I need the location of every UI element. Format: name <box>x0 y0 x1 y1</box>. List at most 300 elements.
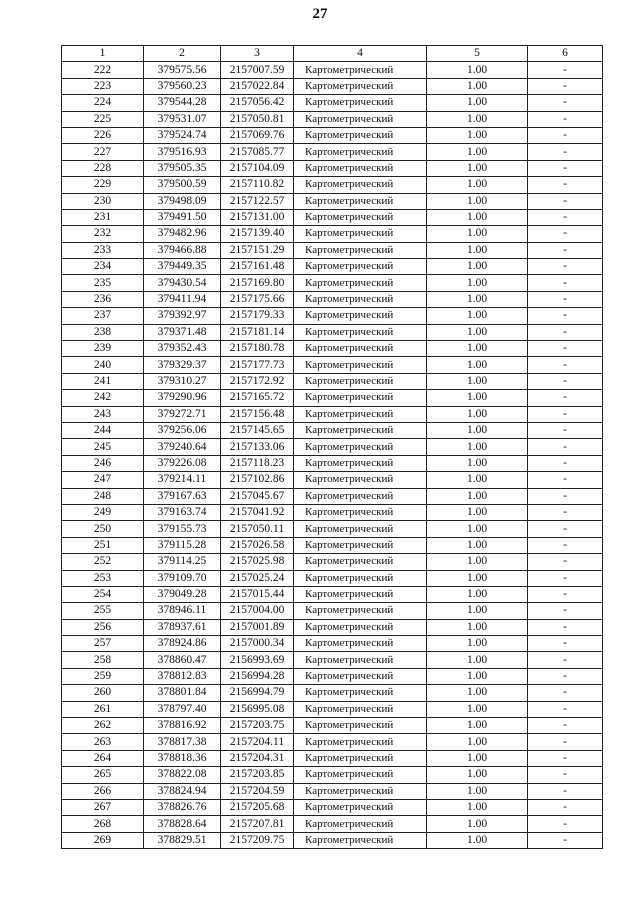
cell-note: - <box>528 62 603 78</box>
cell-point-number: 243 <box>62 406 144 422</box>
cell-method: Картометрический <box>294 308 427 324</box>
cell-coordinate-y: 2156995.08 <box>221 701 294 717</box>
cell-note: - <box>528 242 603 258</box>
cell-coordinate-y: 2156994.79 <box>221 685 294 701</box>
table-row <box>62 144 603 160</box>
cell-accuracy: 1.00 <box>427 78 528 94</box>
cell-accuracy: 1.00 <box>427 422 528 438</box>
cell-note: - <box>528 652 603 668</box>
cell-coordinate-y: 2157203.85 <box>221 767 294 783</box>
cell-method: Картометрический <box>294 586 427 602</box>
cell-accuracy: 1.00 <box>427 291 528 307</box>
cell-accuracy: 1.00 <box>427 586 528 602</box>
cell-accuracy: 1.00 <box>427 127 528 143</box>
cell-point-number: 262 <box>62 718 144 734</box>
cell-coordinate-y: 2157179.33 <box>221 308 294 324</box>
column-header-5: 5 <box>427 46 528 62</box>
cell-note: - <box>528 357 603 373</box>
cell-method: Картометрический <box>294 767 427 783</box>
cell-accuracy: 1.00 <box>427 472 528 488</box>
table-row <box>62 160 603 176</box>
cell-note: - <box>528 619 603 635</box>
cell-coordinate-y: 2157205.68 <box>221 799 294 815</box>
cell-coordinate-y: 2157025.98 <box>221 554 294 570</box>
cell-accuracy: 1.00 <box>427 62 528 78</box>
cell-note: - <box>528 291 603 307</box>
cell-point-number: 245 <box>62 439 144 455</box>
cell-method: Картометрический <box>294 799 427 815</box>
cell-note: - <box>528 78 603 94</box>
cell-point-number: 265 <box>62 767 144 783</box>
cell-coordinate-x: 379498.09 <box>144 193 221 209</box>
cell-coordinate-y: 2157204.31 <box>221 750 294 766</box>
cell-coordinate-x: 378822.08 <box>144 767 221 783</box>
cell-accuracy: 1.00 <box>427 324 528 340</box>
cell-method: Картометрический <box>294 78 427 94</box>
cell-coordinate-x: 379544.28 <box>144 95 221 111</box>
cell-method: Картометрический <box>294 685 427 701</box>
cell-method: Картометрический <box>294 390 427 406</box>
cell-point-number: 256 <box>62 619 144 635</box>
cell-point-number: 266 <box>62 783 144 799</box>
cell-method: Картометрический <box>294 570 427 586</box>
cell-note: - <box>528 504 603 520</box>
cell-note: - <box>528 816 603 832</box>
cell-coordinate-y: 2157000.34 <box>221 636 294 652</box>
cell-accuracy: 1.00 <box>427 455 528 471</box>
cell-method: Картометрический <box>294 783 427 799</box>
cell-method: Картометрический <box>294 291 427 307</box>
cell-point-number: 230 <box>62 193 144 209</box>
table-row <box>62 406 603 422</box>
cell-coordinate-x: 379256.06 <box>144 422 221 438</box>
cell-coordinate-y: 2157001.89 <box>221 619 294 635</box>
table-row <box>62 799 603 815</box>
cell-coordinate-x: 379531.07 <box>144 111 221 127</box>
cell-coordinate-x: 378816.92 <box>144 718 221 734</box>
cell-point-number: 261 <box>62 701 144 717</box>
cell-point-number: 238 <box>62 324 144 340</box>
cell-accuracy: 1.00 <box>427 275 528 291</box>
cell-coordinate-x: 378937.61 <box>144 619 221 635</box>
cell-accuracy: 1.00 <box>427 734 528 750</box>
cell-coordinate-x: 378824.94 <box>144 783 221 799</box>
cell-point-number: 252 <box>62 554 144 570</box>
table-row <box>62 193 603 209</box>
cell-coordinate-x: 378829.51 <box>144 832 221 848</box>
cell-note: - <box>528 144 603 160</box>
cell-coordinate-y: 2157177.73 <box>221 357 294 373</box>
cell-note: - <box>528 455 603 471</box>
cell-accuracy: 1.00 <box>427 406 528 422</box>
cell-note: - <box>528 488 603 504</box>
table-row <box>62 701 603 717</box>
cell-method: Картометрический <box>294 127 427 143</box>
table-row <box>62 291 603 307</box>
cell-coordinate-x: 379500.59 <box>144 177 221 193</box>
cell-note: - <box>528 275 603 291</box>
cell-method: Картометрический <box>294 242 427 258</box>
cell-method: Картометрический <box>294 636 427 652</box>
cell-point-number: 253 <box>62 570 144 586</box>
cell-accuracy: 1.00 <box>427 111 528 127</box>
cell-point-number: 246 <box>62 455 144 471</box>
cell-coordinate-x: 379155.73 <box>144 521 221 537</box>
cell-method: Картометрический <box>294 209 427 225</box>
table-row <box>62 668 603 684</box>
cell-coordinate-x: 379226.08 <box>144 455 221 471</box>
cell-coordinate-x: 379491.50 <box>144 209 221 225</box>
cell-coordinate-x: 379411.94 <box>144 291 221 307</box>
cell-coordinate-y: 2157022.84 <box>221 78 294 94</box>
table-row <box>62 586 603 602</box>
table-row <box>62 455 603 471</box>
cell-point-number: 263 <box>62 734 144 750</box>
cell-method: Картометрический <box>294 439 427 455</box>
cell-coordinate-x: 378812.83 <box>144 668 221 684</box>
cell-accuracy: 1.00 <box>427 160 528 176</box>
coordinates-table <box>61 45 603 849</box>
cell-method: Картометрический <box>294 62 427 78</box>
table-row <box>62 127 603 143</box>
table-row <box>62 275 603 291</box>
cell-note: - <box>528 718 603 734</box>
table-row <box>62 259 603 275</box>
cell-point-number: 236 <box>62 291 144 307</box>
cell-coordinate-x: 379466.88 <box>144 242 221 258</box>
cell-note: - <box>528 209 603 225</box>
cell-coordinate-y: 2156994.28 <box>221 668 294 684</box>
table-row <box>62 832 603 848</box>
cell-coordinate-y: 2156993.69 <box>221 652 294 668</box>
cell-point-number: 231 <box>62 209 144 225</box>
column-header-1: 1 <box>62 46 144 62</box>
cell-accuracy: 1.00 <box>427 767 528 783</box>
cell-coordinate-y: 2157045.67 <box>221 488 294 504</box>
cell-coordinate-x: 379524.74 <box>144 127 221 143</box>
cell-method: Картометрический <box>294 816 427 832</box>
table-body <box>62 62 603 849</box>
table-row <box>62 767 603 783</box>
cell-coordinate-y: 2157110.82 <box>221 177 294 193</box>
cell-method: Картометрический <box>294 701 427 717</box>
cell-accuracy: 1.00 <box>427 144 528 160</box>
table-row <box>62 422 603 438</box>
cell-note: - <box>528 324 603 340</box>
cell-coordinate-x: 379240.64 <box>144 439 221 455</box>
cell-coordinate-x: 378828.64 <box>144 816 221 832</box>
cell-coordinate-x: 379290.96 <box>144 390 221 406</box>
cell-point-number: 233 <box>62 242 144 258</box>
cell-note: - <box>528 111 603 127</box>
cell-coordinate-x: 379167.63 <box>144 488 221 504</box>
cell-accuracy: 1.00 <box>427 373 528 389</box>
cell-point-number: 228 <box>62 160 144 176</box>
cell-point-number: 226 <box>62 127 144 143</box>
table-row <box>62 636 603 652</box>
table-row <box>62 521 603 537</box>
cell-coordinate-y: 2157175.66 <box>221 291 294 307</box>
cell-method: Картометрический <box>294 324 427 340</box>
cell-point-number: 222 <box>62 62 144 78</box>
cell-point-number: 250 <box>62 521 144 537</box>
cell-note: - <box>528 193 603 209</box>
cell-point-number: 249 <box>62 504 144 520</box>
table-row <box>62 537 603 553</box>
table-row <box>62 472 603 488</box>
cell-coordinate-y: 2157203.75 <box>221 718 294 734</box>
cell-coordinate-y: 2157133.06 <box>221 439 294 455</box>
cell-note: - <box>528 95 603 111</box>
cell-point-number: 225 <box>62 111 144 127</box>
table-row <box>62 783 603 799</box>
cell-note: - <box>528 554 603 570</box>
cell-accuracy: 1.00 <box>427 636 528 652</box>
cell-accuracy: 1.00 <box>427 783 528 799</box>
cell-note: - <box>528 390 603 406</box>
column-header-2: 2 <box>144 46 221 62</box>
cell-method: Картометрический <box>294 718 427 734</box>
table-row <box>62 177 603 193</box>
cell-coordinate-x: 379505.35 <box>144 160 221 176</box>
cell-point-number: 269 <box>62 832 144 848</box>
cell-coordinate-y: 2157204.59 <box>221 783 294 799</box>
cell-note: - <box>528 767 603 783</box>
cell-coordinate-y: 2157056.42 <box>221 95 294 111</box>
cell-coordinate-y: 2157015.44 <box>221 586 294 602</box>
cell-method: Картометрический <box>294 406 427 422</box>
cell-coordinate-x: 379214.11 <box>144 472 221 488</box>
table-row <box>62 603 603 619</box>
cell-note: - <box>528 537 603 553</box>
cell-method: Картометрический <box>294 144 427 160</box>
cell-point-number: 224 <box>62 95 144 111</box>
cell-method: Картометрический <box>294 177 427 193</box>
cell-coordinate-x: 379114.25 <box>144 554 221 570</box>
table-row <box>62 750 603 766</box>
cell-coordinate-x: 378801.84 <box>144 685 221 701</box>
cell-accuracy: 1.00 <box>427 668 528 684</box>
cell-coordinate-x: 379163.74 <box>144 504 221 520</box>
cell-coordinate-x: 379049.28 <box>144 586 221 602</box>
cell-accuracy: 1.00 <box>427 750 528 766</box>
cell-method: Картометрический <box>294 652 427 668</box>
table-row <box>62 357 603 373</box>
table-row <box>62 390 603 406</box>
cell-coordinate-y: 2157169.80 <box>221 275 294 291</box>
cell-note: - <box>528 422 603 438</box>
table-row <box>62 619 603 635</box>
cell-coordinate-y: 2157151.29 <box>221 242 294 258</box>
cell-method: Картометрический <box>294 373 427 389</box>
cell-accuracy: 1.00 <box>427 193 528 209</box>
cell-method: Картометрический <box>294 472 427 488</box>
table-row <box>62 111 603 127</box>
cell-method: Картометрический <box>294 341 427 357</box>
page-number: 27 <box>312 6 328 22</box>
cell-accuracy: 1.00 <box>427 242 528 258</box>
cell-note: - <box>528 799 603 815</box>
cell-method: Картометрический <box>294 160 427 176</box>
cell-coordinate-y: 2157145.65 <box>221 422 294 438</box>
cell-coordinate-y: 2157161.48 <box>221 259 294 275</box>
cell-point-number: 255 <box>62 603 144 619</box>
cell-accuracy: 1.00 <box>427 537 528 553</box>
cell-point-number: 251 <box>62 537 144 553</box>
cell-accuracy: 1.00 <box>427 177 528 193</box>
cell-coordinate-y: 2157204.11 <box>221 734 294 750</box>
cell-point-number: 227 <box>62 144 144 160</box>
cell-method: Картометрический <box>294 488 427 504</box>
cell-coordinate-x: 379310.27 <box>144 373 221 389</box>
table-row <box>62 242 603 258</box>
cell-note: - <box>528 832 603 848</box>
cell-method: Картометрический <box>294 619 427 635</box>
cell-note: - <box>528 259 603 275</box>
cell-coordinate-y: 2157165.72 <box>221 390 294 406</box>
cell-accuracy: 1.00 <box>427 308 528 324</box>
cell-coordinate-x: 379329.37 <box>144 357 221 373</box>
table-row <box>62 734 603 750</box>
cell-note: - <box>528 160 603 176</box>
cell-coordinate-x: 379352.43 <box>144 341 221 357</box>
cell-accuracy: 1.00 <box>427 619 528 635</box>
cell-accuracy: 1.00 <box>427 226 528 242</box>
cell-note: - <box>528 521 603 537</box>
cell-accuracy: 1.00 <box>427 95 528 111</box>
cell-point-number: 260 <box>62 685 144 701</box>
table-row <box>62 226 603 242</box>
cell-note: - <box>528 685 603 701</box>
cell-note: - <box>528 439 603 455</box>
cell-point-number: 264 <box>62 750 144 766</box>
cell-coordinate-y: 2157209.75 <box>221 832 294 848</box>
cell-note: - <box>528 783 603 799</box>
cell-coordinate-y: 2157181.14 <box>221 324 294 340</box>
cell-accuracy: 1.00 <box>427 701 528 717</box>
column-header-3: 3 <box>221 46 294 62</box>
cell-note: - <box>528 636 603 652</box>
cell-note: - <box>528 373 603 389</box>
cell-method: Картометрический <box>294 554 427 570</box>
cell-coordinate-y: 2157156.48 <box>221 406 294 422</box>
table-row <box>62 209 603 225</box>
cell-accuracy: 1.00 <box>427 832 528 848</box>
cell-point-number: 234 <box>62 259 144 275</box>
cell-coordinate-y: 2157025.24 <box>221 570 294 586</box>
cell-note: - <box>528 127 603 143</box>
cell-point-number: 223 <box>62 78 144 94</box>
cell-point-number: 242 <box>62 390 144 406</box>
cell-method: Картометрический <box>294 259 427 275</box>
table-row <box>62 554 603 570</box>
cell-coordinate-y: 2157102.86 <box>221 472 294 488</box>
cell-coordinate-y: 2157122.57 <box>221 193 294 209</box>
cell-point-number: 237 <box>62 308 144 324</box>
cell-method: Картометрический <box>294 832 427 848</box>
cell-method: Картометрический <box>294 603 427 619</box>
column-header-6: 6 <box>528 46 603 62</box>
cell-point-number: 232 <box>62 226 144 242</box>
cell-coordinate-y: 2157026.58 <box>221 537 294 553</box>
cell-coordinate-y: 2157007.59 <box>221 62 294 78</box>
table-row <box>62 341 603 357</box>
cell-point-number: 258 <box>62 652 144 668</box>
cell-note: - <box>528 472 603 488</box>
cell-coordinate-x: 379575.56 <box>144 62 221 78</box>
cell-coordinate-y: 2157069.76 <box>221 127 294 143</box>
cell-coordinate-y: 2157180.78 <box>221 341 294 357</box>
cell-method: Картометрический <box>294 95 427 111</box>
cell-point-number: 241 <box>62 373 144 389</box>
cell-method: Картометрический <box>294 537 427 553</box>
cell-accuracy: 1.00 <box>427 570 528 586</box>
cell-accuracy: 1.00 <box>427 390 528 406</box>
cell-coordinate-x: 379115.28 <box>144 537 221 553</box>
table-row <box>62 718 603 734</box>
cell-coordinate-y: 2157004.00 <box>221 603 294 619</box>
column-header-4: 4 <box>294 46 427 62</box>
table-row <box>62 95 603 111</box>
cell-method: Картометрический <box>294 521 427 537</box>
table-row <box>62 439 603 455</box>
cell-method: Картометрический <box>294 226 427 242</box>
cell-accuracy: 1.00 <box>427 799 528 815</box>
cell-note: - <box>528 734 603 750</box>
table-row <box>62 324 603 340</box>
cell-method: Картометрический <box>294 275 427 291</box>
cell-coordinate-x: 379560.23 <box>144 78 221 94</box>
cell-note: - <box>528 177 603 193</box>
cell-method: Картометрический <box>294 422 427 438</box>
cell-accuracy: 1.00 <box>427 504 528 520</box>
cell-method: Картометрический <box>294 734 427 750</box>
cell-coordinate-x: 378818.36 <box>144 750 221 766</box>
cell-point-number: 257 <box>62 636 144 652</box>
cell-note: - <box>528 586 603 602</box>
cell-method: Картометрический <box>294 193 427 209</box>
cell-accuracy: 1.00 <box>427 259 528 275</box>
cell-point-number: 240 <box>62 357 144 373</box>
cell-coordinate-y: 2157207.81 <box>221 816 294 832</box>
cell-coordinate-y: 2157172.92 <box>221 373 294 389</box>
cell-coordinate-x: 379109.70 <box>144 570 221 586</box>
cell-note: - <box>528 226 603 242</box>
cell-accuracy: 1.00 <box>427 488 528 504</box>
cell-method: Картометрический <box>294 111 427 127</box>
cell-coordinate-x: 379272.71 <box>144 406 221 422</box>
cell-method: Картометрический <box>294 504 427 520</box>
cell-accuracy: 1.00 <box>427 718 528 734</box>
cell-note: - <box>528 570 603 586</box>
cell-accuracy: 1.00 <box>427 357 528 373</box>
cell-coordinate-x: 379371.48 <box>144 324 221 340</box>
cell-point-number: 239 <box>62 341 144 357</box>
table-row <box>62 308 603 324</box>
cell-note: - <box>528 750 603 766</box>
cell-note: - <box>528 668 603 684</box>
cell-method: Картометрический <box>294 668 427 684</box>
table-header <box>62 46 603 62</box>
cell-coordinate-y: 2157104.09 <box>221 160 294 176</box>
cell-point-number: 268 <box>62 816 144 832</box>
cell-coordinate-y: 2157139.40 <box>221 226 294 242</box>
cell-coordinate-y: 2157041.92 <box>221 504 294 520</box>
cell-point-number: 248 <box>62 488 144 504</box>
cell-point-number: 229 <box>62 177 144 193</box>
table-row <box>62 488 603 504</box>
table-row <box>62 570 603 586</box>
